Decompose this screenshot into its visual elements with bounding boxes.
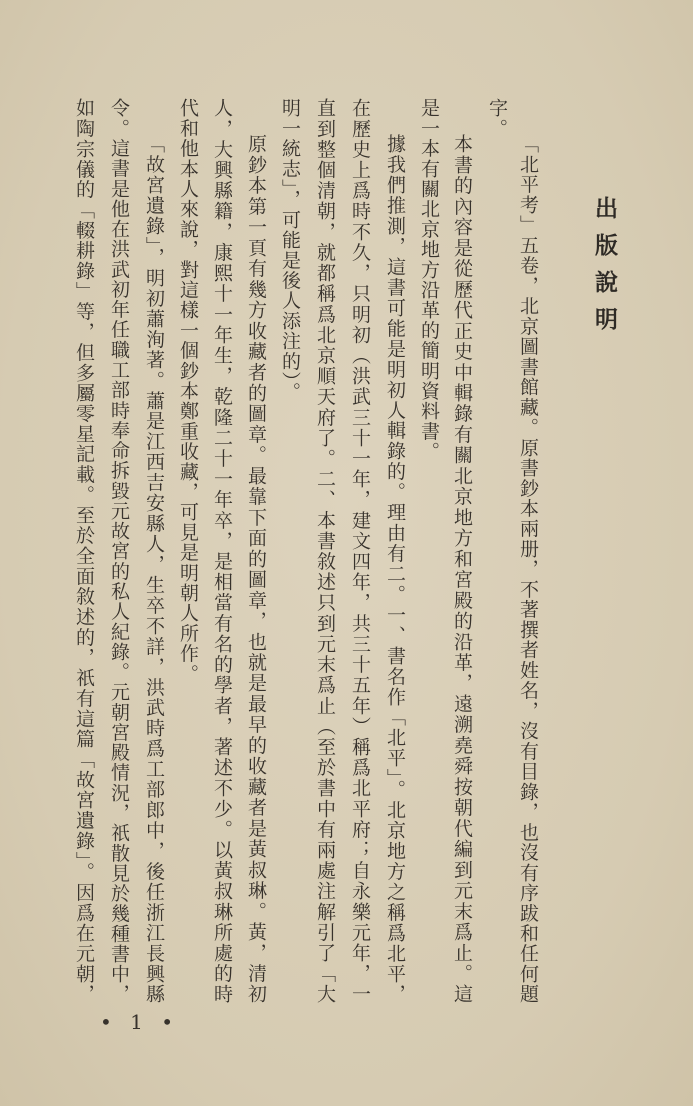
- text-column: 是一本有關北京地方沿革的簡明資料書。: [418, 98, 440, 462]
- text-column: 據我們推測，這書可能是明初人輯錄的。理由有二。一、書名作「北平」。北京地方之稱爲北平，: [384, 134, 406, 1003]
- text-column: 如陶宗儀的「輟耕錄」等，但多屬零星記載。至於全面敘述的，祇有這篇「故宮遺錄」。因爲在元朝，: [73, 98, 95, 1003]
- text-column: 「故宮遺錄」，明初蕭洵著。蕭是江西吉安縣人，生卒不詳，洪武時爲工部郎中，後任浙江長興縣: [143, 134, 165, 1003]
- text-column: 原鈔本第一頁有幾方收藏者的圖章。最靠下面的圖章，也就是最早的收藏者是黃叔琳。黃，清初: [245, 134, 267, 1003]
- text-column: 人，大興縣籍，康熙十一年生，乾隆二十一年卒，是相當有名的學者，著述不少。以黃叔琳所處的時: [211, 98, 233, 1003]
- text-column: 在歷史上爲時不久，只明初（洪武三十一年，建文四年，共三十五年）稱爲北平府；自永樂元年，一: [349, 98, 371, 1003]
- page-title: 出版說明: [591, 196, 617, 344]
- text-column: 字。: [486, 98, 508, 139]
- text-column: 直到整個清朝，就都稱爲北京順天府了。二、本書敘述只到元末爲止（至於書中有兩處注解引了「大: [314, 98, 336, 1003]
- text-column: 本書的內容是從歷代正史中輯錄有關北京地方和宮殿的沿革，遠溯堯舜按朝代編到元末爲止。這: [451, 134, 473, 1003]
- text-column: 「北平考」五卷，北京圖書館藏。原書鈔本兩册，不著撰者姓名，沒有目錄，也沒有序跋和任何題: [517, 134, 539, 1003]
- text-column: 令。這書是他在洪武初年任職工部時奉命拆毀元故宮的私人紀錄。元朝宮殿情況，祇散見於幾種書中，: [108, 98, 130, 1003]
- text-column: 明一統志」，可能是後人添注的）。: [279, 98, 301, 403]
- page-number: • 1 •: [100, 1010, 180, 1034]
- text-column: 代和他本人來說，對這樣一個鈔本鄭重收藏，可見是明朝人所作。: [177, 98, 199, 684]
